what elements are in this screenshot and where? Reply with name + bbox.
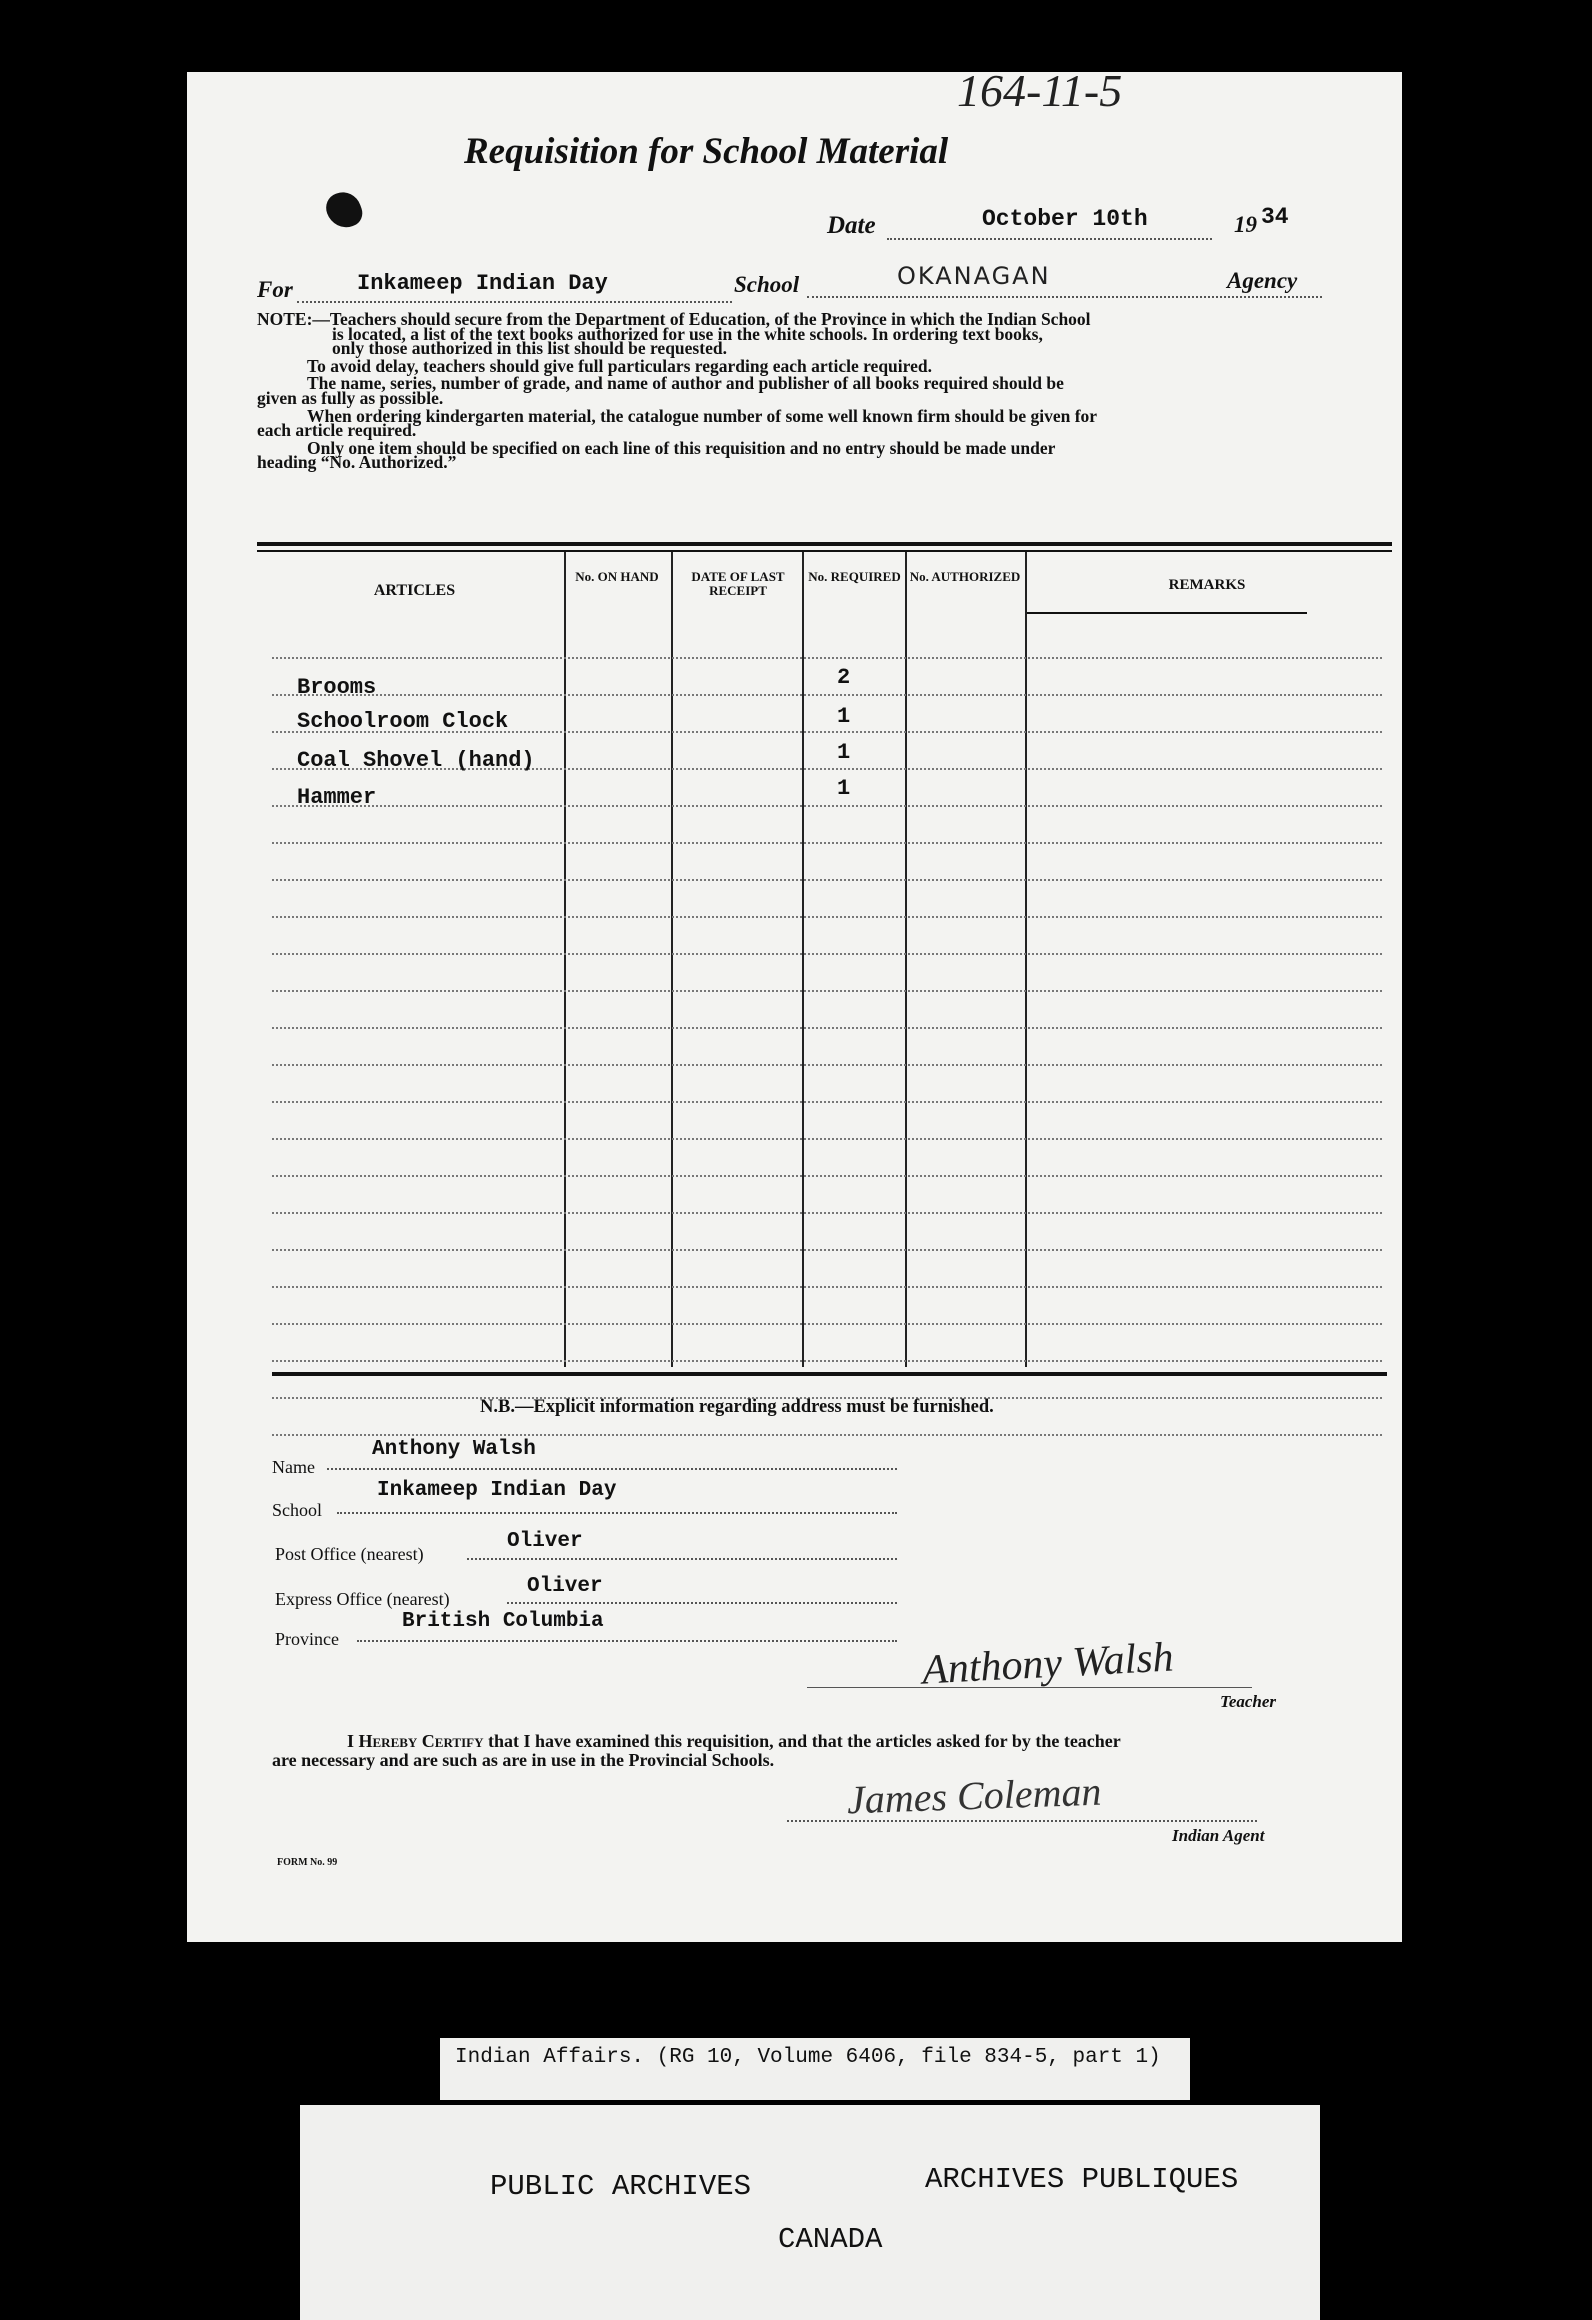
school-name-value: Inkameep Indian Day — [357, 271, 608, 296]
archives-stamp — [300, 2105, 1320, 2320]
certify-line1: that I have examined this requisition, and that the articles asked for by the teacher — [483, 1731, 1121, 1751]
express-office-value: Oliver — [527, 1575, 603, 1598]
header-underline — [1027, 612, 1307, 614]
file-number: 164-11-5 — [957, 65, 1123, 116]
date-dots — [887, 238, 1212, 240]
agency-label: Agency — [1227, 268, 1298, 293]
header-last-receipt: DATE OF LAST RECEIPT — [691, 569, 785, 598]
teacher-signature: Anthony Walsh — [920, 1634, 1175, 1694]
header-on-hand: No. ON HAND — [575, 569, 659, 584]
ink-blot — [322, 187, 366, 232]
table-row-required: 1 — [837, 704, 851, 729]
table-row — [272, 953, 1382, 955]
agent-line — [787, 1820, 1257, 1822]
note-line: each article required. — [257, 420, 417, 441]
archives-stamp-right: ARCHIVES PUBLIQUES — [925, 2163, 1239, 2196]
table-row-article: Schoolroom Clock — [297, 709, 509, 734]
table-row — [272, 990, 1382, 992]
header-authorized: No. AUTHORIZED — [909, 569, 1021, 584]
agency-name-value: OKANAGAN — [897, 262, 1051, 290]
table-row-required: 2 — [837, 665, 851, 690]
teacher-line — [807, 1687, 1252, 1688]
document-page — [187, 65, 1402, 1942]
table-row-article: Hammer — [297, 785, 377, 810]
header-articles: ARTICLES — [373, 582, 456, 599]
table-row — [272, 1027, 1382, 1029]
note-line: When ordering kindergarten material, the catalogue number of some well known firm should be given for — [307, 405, 1098, 426]
table-row — [272, 1434, 1382, 1436]
date-value: October 10th — [982, 206, 1148, 232]
header-required: No. REQUIRED — [808, 569, 901, 584]
province-dots — [357, 1640, 897, 1642]
school-value: Inkameep Indian Day — [377, 1479, 617, 1502]
name-dots — [327, 1468, 897, 1470]
col-divider — [1025, 552, 1027, 1367]
table-row — [272, 805, 1382, 807]
note-line: given as fully as possible. — [257, 387, 444, 408]
form-number: FORM No. 99 — [277, 1857, 338, 1868]
nb-note: N.B.—Explicit information regarding address must be furnished. — [480, 1397, 994, 1417]
express-office-label: Express Office (nearest) — [275, 1589, 450, 1609]
agency-dots — [807, 296, 1322, 298]
table-row — [272, 1323, 1382, 1325]
note-line: The name, series, number of grade, and name of author and publisher of all books required should be — [307, 373, 1064, 394]
note-line: Only one item should be specified on each line of this requisition and no entry should be made under — [307, 437, 1056, 458]
note-line: heading “No. Authorized.” — [257, 452, 457, 473]
for-label: For — [257, 277, 293, 302]
post-office-value: Oliver — [507, 1530, 583, 1553]
school-label: School — [734, 272, 800, 297]
archives-stamp-left: PUBLIC ARCHIVES — [490, 2170, 752, 2203]
agent-label: Indian Agent — [1172, 1826, 1265, 1845]
col-divider — [802, 552, 804, 1367]
archives-stamp-bottom: CANADA — [778, 2223, 883, 2256]
table-top-rule — [257, 542, 1392, 546]
note-line: NOTE:—Teachers should secure from the Department of Education, of the Province in which the Indian School — [257, 309, 1091, 329]
table-row — [272, 694, 1382, 696]
col-divider — [564, 552, 566, 1367]
page-title: Requisition for School Material — [464, 131, 949, 172]
note-line: only those authorized in this list should be requested. — [332, 338, 727, 359]
province-value: British Columbia — [402, 1610, 604, 1633]
col-divider — [671, 552, 673, 1367]
archive-reference-text: Indian Affairs. (RG 10, Volume 6406, file 834-5, part 1) — [455, 2046, 1161, 2069]
table-row-article: Coal Shovel (hand) — [297, 748, 535, 773]
express-office-dots — [507, 1602, 897, 1604]
table-row-article: Brooms — [297, 675, 377, 700]
date-year-suffix: 34 — [1261, 204, 1289, 230]
table-row — [272, 1249, 1382, 1251]
school-dots — [337, 1512, 897, 1514]
date-label: Date — [827, 212, 876, 239]
table-row — [272, 842, 1382, 844]
table-row — [272, 1360, 1382, 1362]
post-office-label: Post Office (nearest) — [275, 1544, 424, 1564]
table-bottom-rule — [272, 1372, 1387, 1376]
certification-text — [272, 1732, 1121, 1770]
table-row — [272, 1286, 1382, 1288]
table-row — [272, 916, 1382, 918]
table-row — [272, 657, 1382, 659]
table-row — [272, 1064, 1382, 1066]
name-label: Name — [272, 1457, 315, 1477]
table-row — [272, 1138, 1382, 1140]
table-row — [272, 1175, 1382, 1177]
note-line: is located, a list of the text books authorized for use in the white schools. In ordering text books, — [332, 323, 1043, 344]
table-row — [272, 879, 1382, 881]
header-remarks: REMARKS — [1168, 577, 1246, 593]
archive-reference-label — [440, 2038, 1190, 2100]
instructions-note — [257, 309, 1302, 473]
note-line: To avoid delay, teachers should give full particulars regarding each article required. — [307, 355, 932, 376]
name-value: Anthony Walsh — [372, 1438, 536, 1461]
table-row-required: 1 — [837, 740, 851, 765]
post-office-dots — [467, 1558, 897, 1560]
table-row — [272, 1212, 1382, 1214]
school-address-label: School — [272, 1500, 323, 1520]
table-top-rule-thin — [257, 550, 1392, 552]
table-row — [272, 1101, 1382, 1103]
for-dots — [297, 301, 732, 303]
certify-line2: are necessary and are such as are in use in the Provincial Schools. — [272, 1750, 775, 1770]
province-label: Province — [275, 1629, 339, 1649]
table-row-required: 1 — [837, 776, 851, 801]
certify-lead: I Hereby Certify — [347, 1731, 484, 1751]
agent-signature: James Coleman — [846, 1768, 1103, 1823]
teacher-label: Teacher — [1220, 1692, 1277, 1711]
col-divider — [905, 552, 907, 1367]
date-year-prefix: 19 — [1234, 212, 1257, 237]
